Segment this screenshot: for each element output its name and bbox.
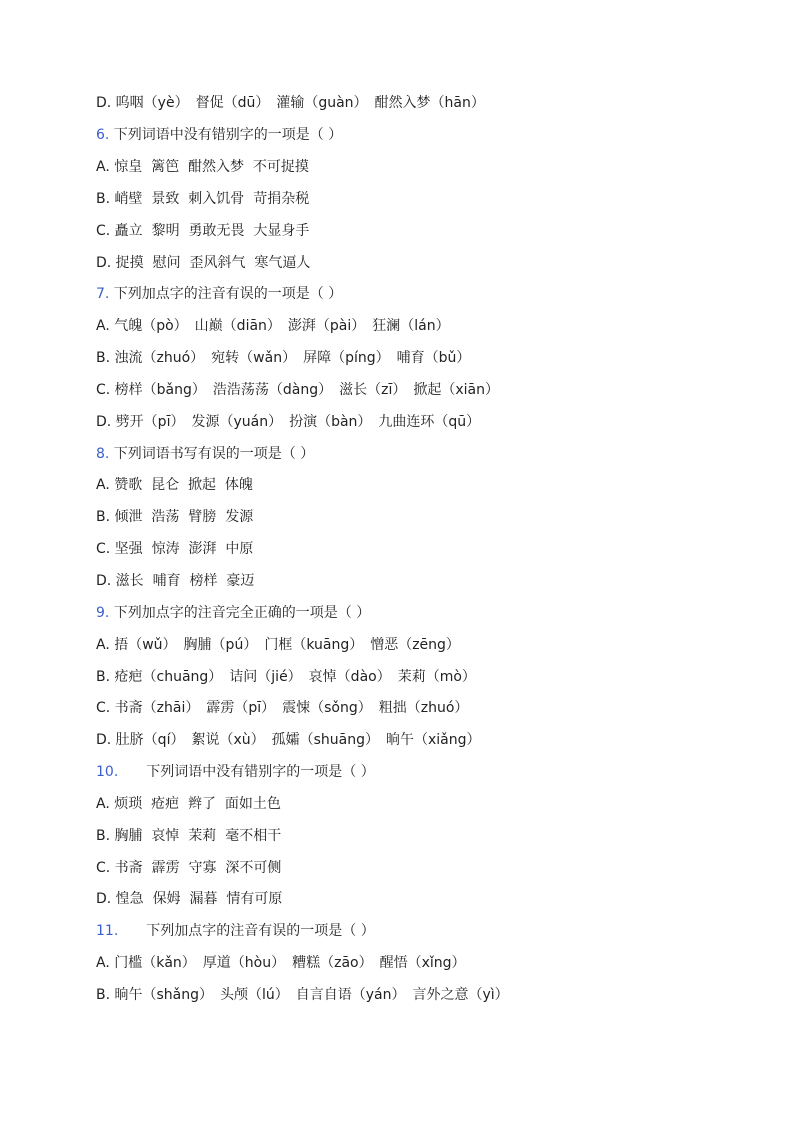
- option-line: D. 呜咽（yè） 督促（dū） 灌输（guàn） 酣然入梦（hān）: [96, 95, 485, 111]
- question-number: 11.: [96, 923, 119, 939]
- option-line: A. 捂（wǔ） 胸脯（pú） 门框（kuāng） 憎恶（zēng）: [96, 637, 460, 653]
- question-number: 6.: [96, 127, 110, 143]
- question-line: [96, 442, 314, 466]
- question-number: 9.: [96, 605, 110, 621]
- option-line: B. 倾泄 浩荡 臂膀 发源: [96, 509, 254, 525]
- question-line: [96, 760, 375, 784]
- option-line: C. 坚强 惊涛 澎湃 中原: [96, 541, 254, 557]
- option-line: A. 赞歌 昆仑 掀起 体魄: [96, 477, 253, 493]
- option-line: D. 劈开（pī） 发源（yuán） 扮演（bàn） 九曲连环（qū）: [96, 414, 481, 430]
- question-number: 8.: [96, 446, 110, 462]
- question-number: 7.: [96, 286, 110, 302]
- option-line: A. 惊皇 篱笆 酣然入梦 不可捉摸: [96, 159, 309, 175]
- question-text: 下列词语书写有误的一项是（ ）: [109, 446, 315, 462]
- option-line: C. 榜样（bǎng） 浩浩荡荡（dàng） 滋长（zī） 掀起（xiān）: [96, 382, 499, 398]
- option-line: A. 烦琐 疮疤 辫了 面如土色: [96, 796, 281, 812]
- option-line: B. 浊流（zhuó） 宛转（wǎn） 屏障（píng） 哺育（bǔ）: [96, 350, 471, 366]
- option-line: D. 滋长 哺育 榜样 豪迈: [96, 573, 255, 589]
- question-line: [96, 282, 342, 306]
- question-text: 下列词语中没有错别字的一项是（ ）: [109, 127, 343, 143]
- option-line: C. 书斋（zhāi） 霹雳（pī） 震悚（sǒng） 粗拙（zhuó）: [96, 700, 469, 716]
- question-text: 下列加点字的注音有误的一项是（ ）: [109, 286, 343, 302]
- option-line: B. 胸脯 哀悼 茉莉 毫不相干: [96, 828, 282, 844]
- question-line: [96, 601, 370, 625]
- option-line: D. 惶急 保姆 漏暮 情有可原: [96, 891, 283, 907]
- option-line: C. 矗立 黎明 勇敢无畏 大显身手: [96, 223, 310, 239]
- option-line: C. 书斋 霹雳 守寡 深不可侧: [96, 860, 282, 876]
- question-text: 下列加点字的注音有误的一项是（ ）: [118, 923, 375, 939]
- option-line: D. 捉摸 慰问 歪风斜气 寒气逼人: [96, 255, 311, 271]
- question-text: 下列词语中没有错别字的一项是（ ）: [118, 764, 375, 780]
- option-line: A. 门槛（kǎn） 厚道（hòu） 糟糕（zāo） 醒悟（xǐng）: [96, 955, 466, 971]
- option-line: D. 肚脐（qí） 絮说（xù） 孤孀（shuāng） 晌午（xiǎng）: [96, 732, 481, 748]
- question-number: 10.: [96, 764, 119, 780]
- question-line: [96, 919, 375, 943]
- option-line: A. 气魄（pò） 山巅（diān） 澎湃（pài） 狂澜（lán）: [96, 318, 450, 334]
- question-text: 下列加点字的注音完全正确的一项是（ ）: [109, 605, 371, 621]
- question-line: [96, 123, 342, 147]
- option-line: B. 疮疤（chuāng） 诘问（jié） 哀悼（dào） 茉莉（mò）: [96, 669, 476, 685]
- option-line: B. 晌午（shǎng） 头颅（lú） 自言自语（yán） 言外之意（yì）: [96, 987, 509, 1003]
- option-line: B. 峭壁 景致 刺入饥骨 苛捐杂税: [96, 191, 310, 207]
